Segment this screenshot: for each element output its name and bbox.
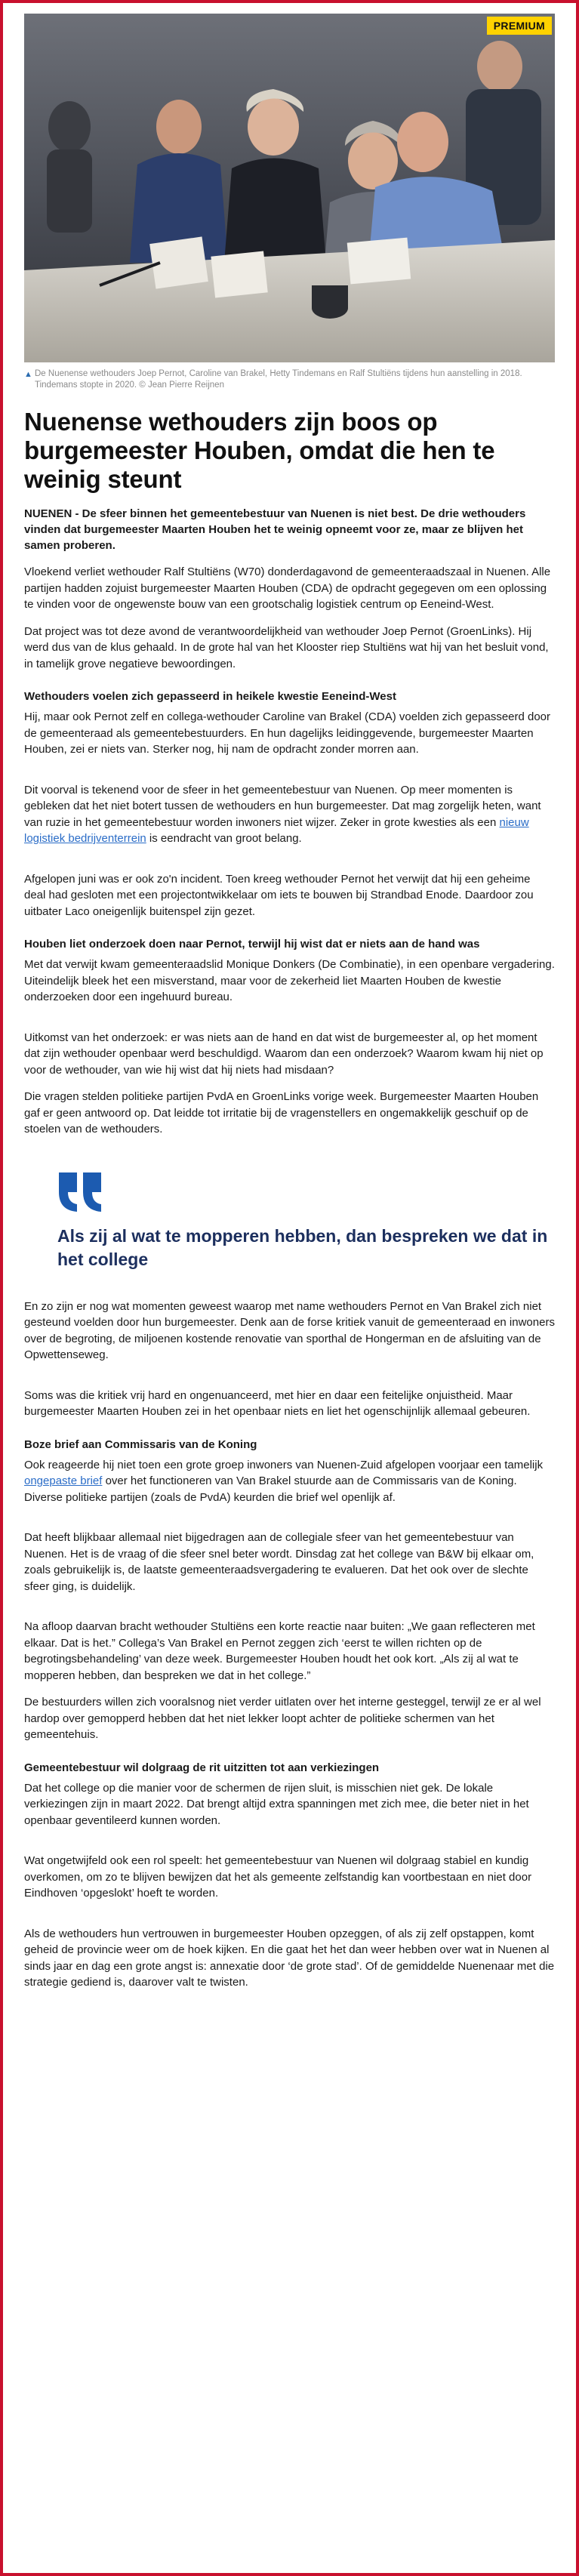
- article: [24, 3, 555, 1991]
- paragraph: Dat heeft blijkbaar allemaal niet bijgedragen aan de collegiale sfeer van het gemeentebestuur van Nuenen. Het is de vraag of die sfeer snel beter wordt. Dinsdag zat het college van B&W bij elkaar om, zoals gebruikelijk is, de laatste gemeenteraadsvergadering te evalueren. Dat het ook over de slechte sfeer ging, is duidelijk.: [24, 1531, 534, 1593]
- paragraph-text: Ook reageerde hij niet toen een grote groep inwoners van Nuenen-Zuid afgelopen voorjaar een tamelijk: [24, 1458, 544, 1471]
- article-photo: [24, 14, 555, 362]
- paragraph: Dat het college op die manier voor de schermen de rijen sluit, is misschien niet gek. De lokale verkiezingen zijn in maart 2022. Dat brengt altijd extra spanningen met zich mee, die beter niet in het openbaar geventileerd kunnen worden.: [24, 1781, 529, 1827]
- subheading: Wethouders voelen zich gepasseerd in heikele kwestie Eeneind-West: [24, 690, 396, 703]
- photo-illustration: [24, 14, 555, 362]
- logistiek-bedrijventerrein-link[interactable]: nieuw logistiek bedrijventerrein: [24, 815, 529, 845]
- paragraph: Met dat verwijt kwam gemeenteraadslid Monique Donkers (De Combinatie), in een openbare vergadering. Uiteindelijk bleek het een misverstand, maar voor de zekerheid liet Maarten Houben de kwestie onderzoeken door een ingehuurd bureau.: [24, 958, 555, 1003]
- paragraph: Als de wethouders hun vertrouwen in burgemeester Houben opzeggen, of als zij zelf opstappen, komt geheid de provincie weer om de hoek kijken. En die gaat het het dan weer hebben over wat in Nuenen al sinds jaar en dag een grote angst is: annexatie door ‘de grote stad’. Of de gemiddelde Nuenenaar met die strategie gediend is, daarover valt te twisten.: [24, 1927, 555, 1989]
- paragraph: Hij, maar ook Pernot zelf en collega-wethouder Caroline van Brakel (CDA) voelden zich gepasseerd door de gemeenteraad als gemeentebestuurders. En hun dagelijks leidinggevende, burgemeester Maarten Houben, zei er niets van. Sterker nog, hij nam de opdracht zonder morren aan.: [24, 710, 551, 756]
- subheading: Boze brief aan Commissaris van de Koning: [24, 1437, 257, 1451]
- paragraph-text: is eendracht van groot belang.: [146, 832, 302, 845]
- photo-caption: [24, 368, 555, 391]
- pull-quote: [57, 1172, 555, 1271]
- paragraph: De bestuurders willen zich vooralsnog niet verder uitlaten over het interne gesteggel, terwijl ze er al wel hardop over gemopperd hebben dat het niet lekker loopt achter de politieke schermen van het gemeentehuis.: [24, 1696, 541, 1741]
- paragraph-text: Dit voorval is tekenend voor de sfeer in het gemeentebestuur van Nuenen. Op meer momenten is gebleken dat het niet botert tussen de wethouders en hun burgemeester. Dat mag zorgelijk heten, want van ruzie in het gemeentebestuur worden inwoners niet wijzer. Zeker in grote kwesties als een: [24, 783, 541, 829]
- article-lead: NUENEN - De sfeer binnen het gemeentebestuur van Nuenen is niet best. De drie wethouders vinden dat burgemeester Maarten Houben het te weinig opneemt voor ze, maar ze blijven het samen proberen.: [24, 507, 526, 552]
- paragraph: Vloekend verliet wethouder Ralf Stultiëns (W70) donderdagavond de gemeenteraadszaal in Nuenen. Alle partijen hadden zojuist burgemeester Maarten Houben (CDA) de opdracht gegegeven om een oplossing te vinden voor de ongewenste bouw van een grootschalig logistiek centrum op Eeneind-West.: [24, 565, 551, 611]
- ongepaste-brief-link[interactable]: ongepaste brief: [24, 1474, 103, 1487]
- quote-text: Als zij al wat te mopperen hebben, dan bespreken we dat in het college: [57, 1225, 548, 1269]
- paragraph: Uitkomst van het onderzoek: er was niets aan de hand en dat wist de burgemeester al, op het moment dat zijn wethouder openbaar werd beschuldigd. Waarom dan een onderzoek? Waarom kwam hij niet op voor de wethouder, van wie hij wist dat hij niets had misdaan?: [24, 1031, 544, 1077]
- paragraph: [24, 782, 555, 847]
- subheading: Houben liet onderzoek doen naar Pernot, terwijl hij wist dat er niets aan de hand was: [24, 938, 480, 951]
- paragraph: [24, 1457, 555, 1506]
- paragraph-text: over het functioneren van Van Brakel stuurde aan de Commissaris van de Koning. Diverse politieke partijen (zoals de PvdA) keurden die brief wel openlijk af.: [24, 1474, 517, 1504]
- caption-text: De Nuenense wethouders Joep Pernot, Caroline van Brakel, Hetty Tindemans en Ralf Stultiëns tijdens hun aanstelling in 2018. Tindemans stopte in 2020. © Jean Pierre Reijnen: [35, 369, 522, 390]
- paragraph: En zo zijn er nog wat momenten geweest waarop met name wethouders Pernot en Van Brakel zich niet gesteund voelden door hun burgemeester. Denk aan de forse kritiek vanuit de gemeenteraad en inwoners over de begroting, de miljoenen kostende renovatie van sporthal de Hongerman en de afsluiting van de Opwettenseweg.: [24, 1299, 555, 1361]
- paragraph: Die vragen stelden politieke partijen PvdA en GroenLinks vorige week. Burgemeester Maarten Houben gaf er geen antwoord op. Dat leidde tot irritatie bij de vragenstellers en ongemakkelijk geschuif op de stoelen van de wethouders.: [24, 1090, 539, 1135]
- paragraph: Soms was die kritiek vrij hard en ongenuanceerd, met hier en daar een feitelijke onjuistheid. Maar burgemeester Maarten Houben zei in het openbaar niets en liet het ogenschijnlijk allemaal gebeuren.: [24, 1388, 531, 1418]
- article-headline: Nuenense wethouders zijn boos op burgemeester Houben, omdat die hen te weinig steunt: [24, 408, 495, 493]
- premium-badge: PREMIUM: [487, 17, 552, 35]
- paragraph: Na afloop daarvan bracht wethouder Stultiëns een korte reactie naar buiten: „We gaan reflecteren met elkaar. Dat is het.” Collega’s Van Brakel en Pernot zeggen zich ‘eerst te willen richten op de begrotingsbehandeling’ van deze week. Burgemeester Houben houdt het ook kort. „Als zij al wat te mopperen hebben, dan bespreken we dat in het college.”: [24, 1620, 535, 1682]
- subheading: Gemeentebestuur wil dolgraag de rit uitzitten tot aan verkiezingen: [24, 1761, 380, 1774]
- paragraph: Wat ongetwijfeld ook een rol speelt: het gemeentebestuur van Nuenen wil dolgraag stabiel en kundig overkomen, om zo te blijven bewijzen dat het als gemeente zelfstandig kan voortbestaan en niet door Eindhoven ‘opgeslokt’ hoeft te worden.: [24, 1854, 532, 1900]
- paragraph: Dat project was tot deze avond de verantwoordelijkheid van wethouder Joep Pernot (GroenLinks). Hij werd dus van de klus gehaald. In de grote hal van het Klooster riep Stultiëns wat hij van het besluit vond, in tamelijk grove negatieve bewoordingen.: [24, 624, 549, 670]
- paragraph: Afgelopen juni was er ook zo'n incident. Toen kreeg wethouder Pernot het verwijt dat hij een geheime deal had gesloten met een projectontwikkelaar om iets te bouwen bij Strandbad Enode. Daardoor zou uitbater Laco oneigenlijk buitenspel zijn gezet.: [24, 872, 534, 918]
- caption-triangle-icon: ▲: [24, 370, 32, 379]
- quote-mark-icon: [57, 1172, 103, 1212]
